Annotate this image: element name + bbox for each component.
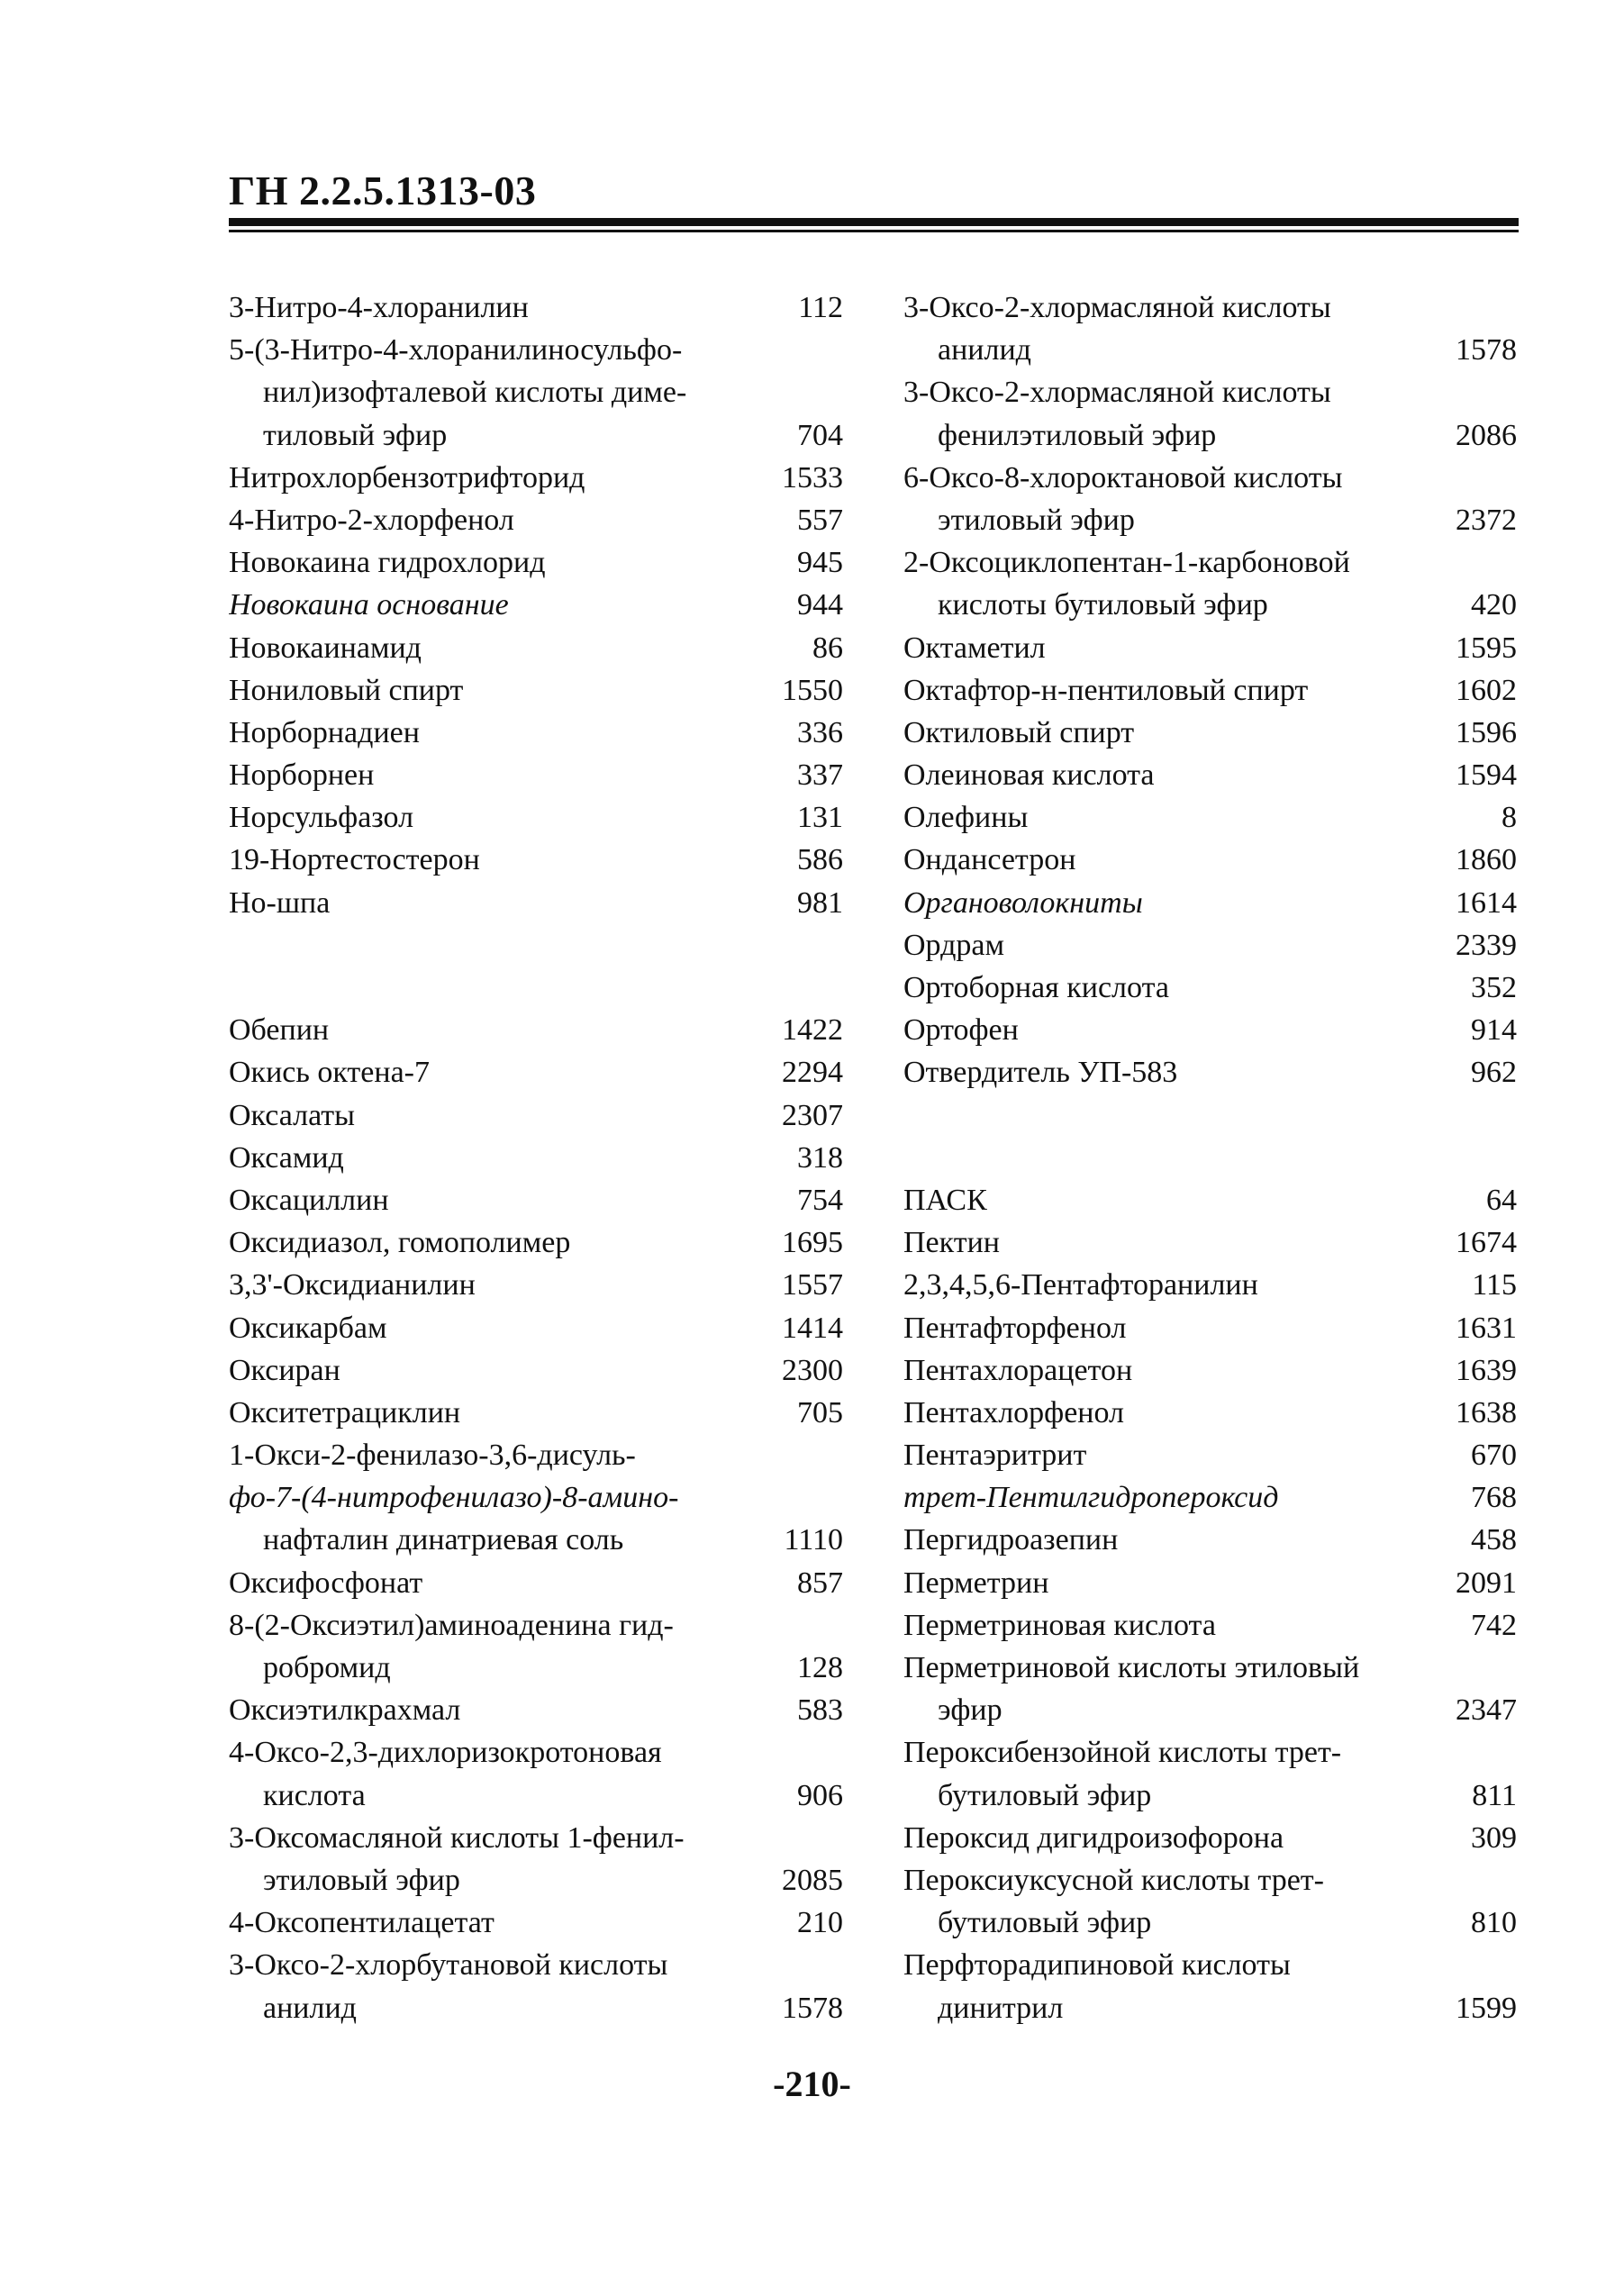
index-entry — [903, 371, 1517, 413]
index-entry — [229, 414, 843, 457]
entry-number: 131 — [797, 801, 843, 835]
index-entry — [903, 1859, 1517, 1901]
entry-number: 1602 — [1456, 673, 1517, 707]
entry-name: 2,3,4,5,6-Пентафторанилин — [903, 1268, 1258, 1302]
entry-number: 944 — [797, 588, 843, 622]
entry-number: 64 — [1486, 1183, 1517, 1217]
index-entry — [229, 627, 843, 669]
index-entry — [903, 329, 1517, 371]
entry-name: 3,3'-Оксидианилин — [229, 1268, 476, 1302]
entry-number: 768 — [1471, 1481, 1517, 1515]
index-entry — [229, 1009, 843, 1051]
entry-number: 586 — [797, 843, 843, 877]
entry-name: бутиловый эфир — [938, 1778, 1152, 1812]
index-entry — [229, 1987, 843, 2029]
entry-name: Оксидиазол, гомополимер — [229, 1226, 571, 1260]
entry-name: Пентахлорацетон — [903, 1353, 1133, 1387]
entry-name: бутиловый эфир — [938, 1906, 1152, 1940]
entry-number: 1639 — [1456, 1353, 1517, 1387]
entry-number: 1414 — [782, 1311, 843, 1345]
index-entry — [229, 1221, 843, 1264]
entry-name: этиловый эфир — [263, 1863, 460, 1897]
entry-name: Ордрам — [903, 928, 1005, 962]
entry-name: 3-Оксо-2-хлормасляной кислоты — [903, 291, 1331, 324]
entry-name: 3-Оксо-2-хлорбутановой кислоты — [229, 1948, 668, 1983]
blank-line — [229, 924, 843, 967]
entry-name: Октафтор-н-пентиловый спирт — [903, 673, 1309, 707]
entry-number: 336 — [797, 715, 843, 749]
entry-name: Пергидроазепин — [903, 1523, 1119, 1557]
entry-name: трет-Пентилгидропероксид — [903, 1481, 1279, 1515]
index-entry — [229, 499, 843, 541]
index-entry — [903, 627, 1517, 669]
entry-number: 1533 — [782, 460, 843, 495]
entry-number: 86 — [812, 631, 843, 665]
index-entry — [903, 1731, 1517, 1774]
index-entry — [903, 1944, 1517, 1986]
entry-name: Норсульфазол — [229, 801, 414, 835]
entry-name: Перметриновая кислота — [903, 1608, 1216, 1642]
index-entry — [903, 1817, 1517, 1859]
index-entry — [903, 669, 1517, 712]
entry-number: 811 — [1472, 1778, 1517, 1812]
entry-number: 1614 — [1456, 885, 1517, 920]
entry-number: 458 — [1471, 1523, 1517, 1557]
index-entry — [229, 1307, 843, 1349]
entry-name: 3-Оксомасляной кислоты 1-фенил- — [229, 1820, 685, 1855]
index-entry — [903, 839, 1517, 881]
blank-line — [903, 1137, 1517, 1179]
index-entry — [903, 584, 1517, 626]
entry-name: 3-Нитро-4-хлоранилин — [229, 291, 529, 324]
entry-name: Пероксибензойной кислоты трет- — [903, 1736, 1342, 1770]
entry-number: 337 — [797, 758, 843, 793]
entry-name: Олеиновая кислота — [903, 758, 1155, 793]
index-entry — [229, 1731, 843, 1774]
index-entry — [229, 1392, 843, 1434]
entry-name: Ондансетрон — [903, 843, 1076, 877]
entry-name: Органоволокниты — [903, 885, 1143, 920]
entry-name: Ортоборная кислота — [903, 971, 1169, 1004]
entry-number: 1674 — [1456, 1226, 1517, 1260]
index-entry — [903, 286, 1517, 329]
entry-number: 128 — [797, 1651, 843, 1684]
index-entry — [229, 1817, 843, 1859]
index-entry — [903, 1689, 1517, 1731]
entry-name: Пентаэритрит — [903, 1439, 1087, 1473]
entry-name: Перметрин — [903, 1566, 1049, 1600]
index-entry — [903, 499, 1517, 541]
entry-name: 8-(2-Оксиэтил)аминоаденина гид- — [229, 1608, 674, 1642]
index-entry — [229, 1264, 843, 1306]
index-entry — [903, 1987, 1517, 2029]
entry-number: 1110 — [784, 1523, 843, 1557]
index-entry — [229, 457, 843, 499]
entry-name: Отвердитель УП-583 — [903, 1056, 1178, 1090]
index-entry — [903, 1392, 1517, 1434]
entry-name: Ортофен — [903, 1013, 1019, 1048]
entry-number: 557 — [797, 503, 843, 537]
entry-number: 318 — [797, 1140, 843, 1175]
index-entry — [229, 754, 843, 796]
entry-number: 2339 — [1456, 928, 1517, 962]
index-entry — [229, 882, 843, 924]
entry-name: Окситетрациклин — [229, 1395, 461, 1429]
index-entry — [903, 1221, 1517, 1264]
entry-name: Пероксиуксусной кислоты трет- — [903, 1863, 1324, 1897]
entry-name: фо-7-(4-нитрофенилазо)-8-амино- — [229, 1481, 679, 1515]
entry-name: этиловый эфир — [938, 503, 1135, 537]
entry-name: Оксиран — [229, 1353, 340, 1387]
entry-number: 754 — [797, 1183, 843, 1217]
index-column-right — [903, 286, 1517, 2029]
entry-name: Перфторадипиновой кислоты — [903, 1948, 1291, 1983]
index-entry — [229, 1901, 843, 1944]
entry-name: Нитрохлорбензотрифторид — [229, 460, 585, 495]
entry-number: 1578 — [1456, 333, 1517, 368]
entry-number: 352 — [1471, 971, 1517, 1004]
entry-number: 810 — [1471, 1906, 1517, 1940]
blank-line — [229, 967, 843, 1009]
entry-number: 670 — [1471, 1439, 1517, 1473]
entry-name: ПАСК — [903, 1183, 987, 1217]
index-entry — [903, 796, 1517, 839]
entry-number: 420 — [1471, 588, 1517, 622]
entry-number: 1638 — [1456, 1395, 1517, 1429]
entry-name: Обепин — [229, 1013, 330, 1048]
entry-name: робромид — [263, 1651, 391, 1684]
index-entry — [903, 712, 1517, 754]
index-entry — [903, 457, 1517, 499]
header-rule-thick — [229, 218, 1519, 226]
entry-name: Норборнадиен — [229, 715, 420, 749]
entry-name: Но-шпа — [229, 885, 331, 920]
entry-number: 1557 — [782, 1268, 843, 1302]
entry-name: Новокаинамид — [229, 631, 422, 665]
index-entry — [229, 541, 843, 584]
header-rule-thin — [229, 230, 1519, 232]
entry-name: Новокаина гидрохлорид — [229, 546, 546, 580]
entry-number: 2300 — [782, 1353, 843, 1387]
entry-number: 962 — [1471, 1056, 1517, 1090]
index-entry — [229, 1137, 843, 1179]
entry-number: 2372 — [1456, 503, 1517, 537]
index-entry — [903, 1562, 1517, 1604]
index-entry — [229, 584, 843, 626]
index-entry — [903, 967, 1517, 1009]
index-entry — [229, 1562, 843, 1604]
index-entry — [229, 712, 843, 754]
entry-number: 914 — [1471, 1013, 1517, 1048]
entry-number: 906 — [797, 1778, 843, 1812]
entry-number: 857 — [797, 1566, 843, 1600]
document-code-header: ГН 2.2.5.1313-03 — [229, 168, 537, 213]
entry-name: Нониловый спирт — [229, 673, 464, 707]
entry-name: Перметриновой кислоты этиловый — [903, 1651, 1360, 1684]
entry-name: 3-Оксо-2-хлормасляной кислоты — [903, 376, 1331, 410]
blank-line — [903, 1094, 1517, 1137]
entry-number: 112 — [798, 291, 843, 324]
entry-number: 1860 — [1456, 843, 1517, 877]
index-entry — [229, 1094, 843, 1137]
entry-number: 981 — [797, 885, 843, 920]
index-entry — [229, 1774, 843, 1817]
index-entry — [229, 1349, 843, 1392]
index-entry — [903, 414, 1517, 457]
entry-name: 4-Нитро-2-хлорфенол — [229, 503, 514, 537]
entry-number: 1422 — [782, 1013, 843, 1048]
index-entry — [229, 286, 843, 329]
entry-number: 2086 — [1456, 418, 1517, 452]
entry-name: анилид — [938, 333, 1031, 368]
entry-name: нил)изофталевой кислоты диме- — [263, 376, 687, 410]
entry-number: 1631 — [1456, 1311, 1517, 1345]
entry-name: Пентахлорфенол — [903, 1395, 1125, 1429]
entry-name: Пентафторфенол — [903, 1311, 1127, 1345]
index-entry — [229, 1051, 843, 1094]
entry-number: 210 — [797, 1906, 843, 1940]
index-entry — [903, 1009, 1517, 1051]
entry-number: 2347 — [1456, 1693, 1517, 1728]
entry-number: 309 — [1471, 1820, 1517, 1855]
index-entry — [903, 1179, 1517, 1221]
index-entry — [229, 1689, 843, 1731]
entry-name: тиловый эфир — [263, 418, 448, 452]
index-entry — [229, 1604, 843, 1647]
entry-number: 1595 — [1456, 631, 1517, 665]
entry-number: 1695 — [782, 1226, 843, 1260]
entry-name: эфир — [938, 1693, 1003, 1728]
index-entry — [229, 1859, 843, 1901]
index-entry — [229, 1179, 843, 1221]
entry-name: Оксалаты — [229, 1098, 356, 1132]
index-entry — [903, 754, 1517, 796]
index-entry — [229, 1944, 843, 1986]
index-entry — [903, 924, 1517, 967]
entry-name: кислота — [263, 1778, 366, 1812]
entry-name: Оксациллин — [229, 1183, 389, 1217]
entry-name: 4-Оксопентилацетат — [229, 1906, 494, 1940]
index-entry — [229, 371, 843, 413]
entry-number: 1578 — [782, 1991, 843, 2025]
entry-number: 583 — [797, 1693, 843, 1728]
index-entry — [903, 1434, 1517, 1476]
entry-number: 1594 — [1456, 758, 1517, 793]
entry-name: Новокаина основание — [229, 588, 509, 622]
entry-number: 704 — [797, 418, 843, 452]
entry-name: Пероксид дигидроизофорона — [903, 1820, 1284, 1855]
index-entry — [903, 882, 1517, 924]
entry-name: Оксиэтилкрахмал — [229, 1693, 461, 1728]
entry-name: Норборнен — [229, 758, 375, 793]
index-entry — [229, 796, 843, 839]
index-entry — [229, 329, 843, 371]
entry-number: 115 — [1472, 1268, 1517, 1302]
index-entry — [903, 1604, 1517, 1647]
entry-name: Оксамид — [229, 1140, 344, 1175]
entry-name: кислоты бутиловый эфир — [938, 588, 1268, 622]
entry-number: 945 — [797, 546, 843, 580]
page-number: -210- — [773, 2064, 851, 2104]
entry-name: 19-Нортестостерон — [229, 843, 480, 877]
entry-number: 2294 — [782, 1056, 843, 1090]
entry-number: 2085 — [782, 1863, 843, 1897]
entry-name: 5-(3-Нитро-4-хлоранилиносульфо- — [229, 333, 683, 368]
entry-number: 705 — [797, 1395, 843, 1429]
entry-name: динитрил — [938, 1991, 1064, 2025]
entry-number: 2307 — [782, 1098, 843, 1132]
index-entry — [229, 1647, 843, 1689]
index-entry — [903, 1647, 1517, 1689]
entry-name: 1-Окси-2-фенилазо-3,6-дисуль- — [229, 1439, 636, 1473]
entry-name: фенилэтиловый эфир — [938, 418, 1217, 452]
index-entry — [903, 1051, 1517, 1094]
entry-name: Пектин — [903, 1226, 1000, 1260]
index-entry — [229, 1476, 843, 1519]
index-entry — [903, 1519, 1517, 1561]
index-entry — [903, 1476, 1517, 1519]
index-entry — [903, 1264, 1517, 1306]
index-column-left — [229, 286, 843, 2029]
index-entry — [903, 1774, 1517, 1817]
index-entry — [229, 1434, 843, 1476]
entry-name: Олефины — [903, 801, 1029, 835]
entry-number: 742 — [1471, 1608, 1517, 1642]
entry-name: Окись октена-7 — [229, 1056, 430, 1090]
entry-number: 1596 — [1456, 715, 1517, 749]
entry-number: 1550 — [782, 673, 843, 707]
index-entry — [903, 1901, 1517, 1944]
index-entry — [229, 669, 843, 712]
entry-name: анилид — [263, 1991, 357, 2025]
entry-name: Октиловый спирт — [903, 715, 1135, 749]
entry-number: 2091 — [1456, 1566, 1517, 1600]
entry-name: Октаметил — [903, 631, 1046, 665]
index-entry — [229, 839, 843, 881]
index-entry — [903, 1307, 1517, 1349]
index-entry — [903, 541, 1517, 584]
entry-name: 6-Оксо-8-хлороктановой кислоты — [903, 460, 1343, 495]
entry-name: нафталин динатриевая соль — [263, 1523, 624, 1557]
entry-name: 2-Оксоциклопентан-1-карбоновой — [903, 546, 1350, 580]
entry-number: 8 — [1502, 801, 1517, 835]
entry-name: 4-Оксо-2,3-дихлоризокротоновая — [229, 1736, 662, 1770]
entry-name: Оксифосфонат — [229, 1566, 423, 1600]
entry-name: Оксикарбам — [229, 1311, 387, 1345]
index-entry — [903, 1349, 1517, 1392]
index-entry — [229, 1519, 843, 1561]
entry-number: 1599 — [1456, 1991, 1517, 2025]
